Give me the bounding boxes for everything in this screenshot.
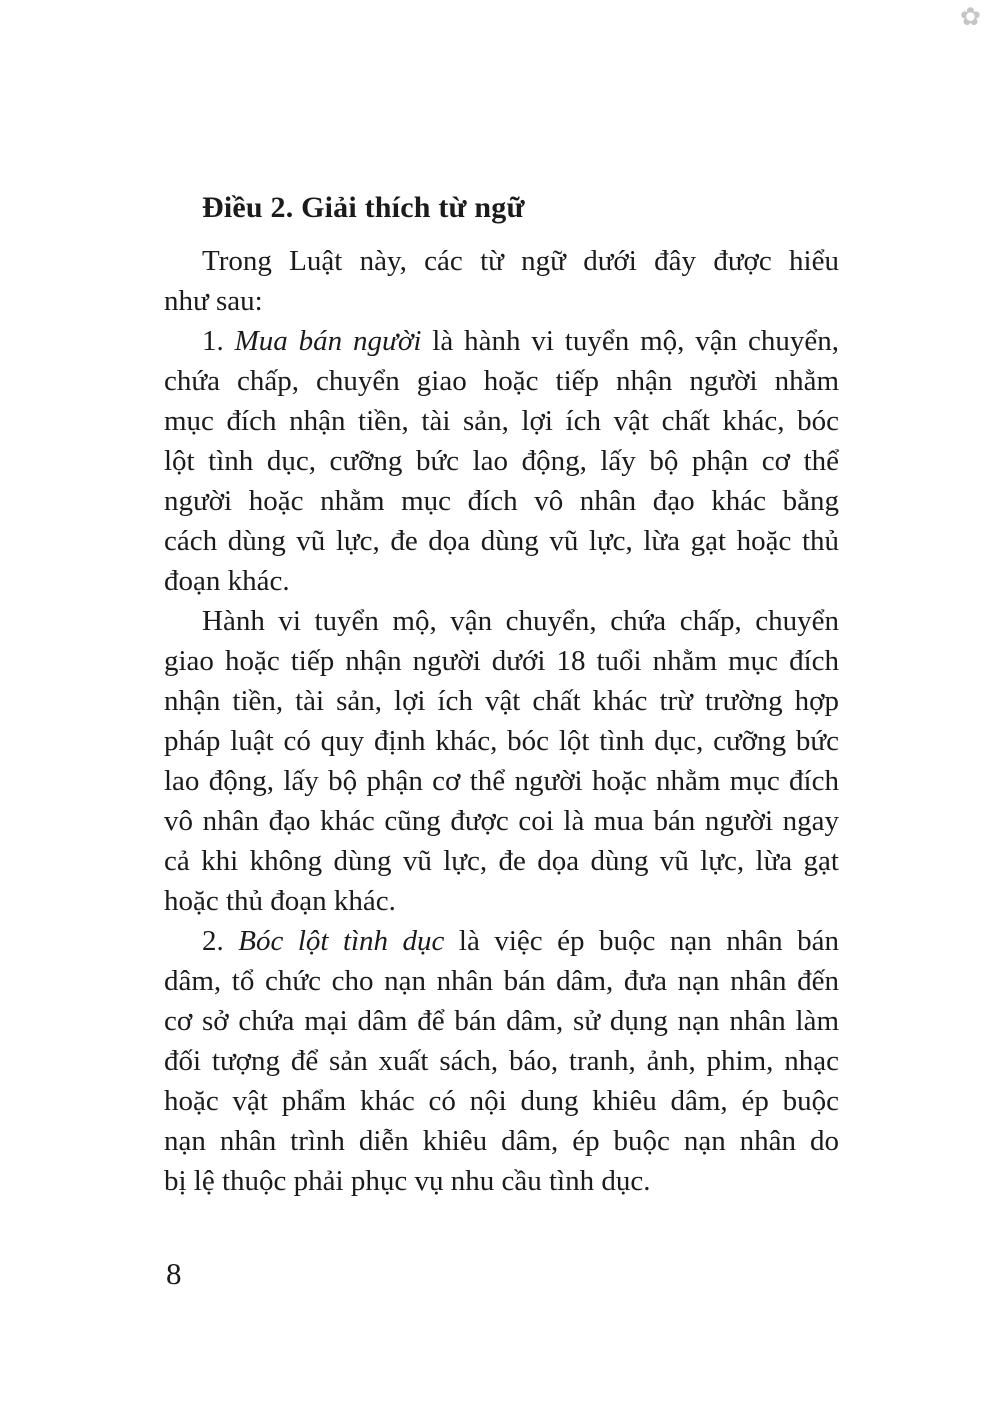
text-line	[164, 361, 839, 401]
text-segment: cả khi không dùng vũ lực, đe dọa dùng vũ lực, lừa gạt	[164, 845, 839, 877]
page-number: 8	[166, 1256, 182, 1291]
text-line	[164, 1161, 839, 1201]
text-segment: Trong Luật này, các từ ngữ dưới đây được hiểu	[202, 245, 839, 277]
text-line	[164, 921, 839, 961]
text-segment: cách dùng vũ lực, đe dọa dùng vũ lực, lừa gạt hoặc thủ	[164, 525, 839, 557]
text-line	[164, 561, 839, 601]
text-line	[164, 841, 839, 881]
text-segment: là hành vi tuyển mộ, vận chuyển,	[421, 325, 840, 357]
text-line	[164, 601, 839, 641]
text-segment: người hoặc nhằm mục đích vô nhân đạo khác bằng	[164, 485, 839, 517]
text-line	[164, 1121, 839, 1161]
text-segment: vô nhân đạo khác cũng được coi là mua bán người ngay	[164, 805, 839, 837]
article-heading: Điều 2. Giải thích từ ngữ	[202, 191, 525, 224]
text-segment: nhận tiền, tài sản, lợi ích vật chất khác trừ trường hợp	[164, 685, 839, 717]
text-segment: lột tình dục, cưỡng bức lao động, lấy bộ phận cơ thể	[164, 445, 839, 477]
flower-icon: ✿	[960, 4, 981, 31]
text-line	[164, 281, 839, 321]
text-line	[164, 481, 839, 521]
text-segment: bị lệ thuộc phải phục vụ nhu cầu tình dục.	[164, 1165, 651, 1197]
text-segment: 1.	[202, 325, 235, 357]
text-segment: là việc ép buộc nạn nhân bán	[444, 925, 840, 957]
text-line	[164, 1041, 839, 1081]
text-segment: nạn nhân trình diễn khiêu dâm, ép buộc nạn nhân do	[164, 1125, 839, 1157]
text-segment: mục đích nhận tiền, tài sản, lợi ích vật chất khác, bóc	[164, 405, 839, 437]
article-body	[164, 241, 839, 1201]
text-segment: lao động, lấy bộ phận cơ thể người hoặc nhằm mục đích	[164, 765, 839, 797]
text-line	[164, 241, 839, 281]
text-segment: đoạn khác.	[164, 565, 290, 597]
text-segment: 2.	[202, 925, 239, 957]
text-line	[164, 721, 839, 761]
text-line	[164, 521, 839, 561]
text-line	[164, 321, 839, 361]
defined-term: Mua bán người	[234, 325, 422, 357]
text-segment: pháp luật có quy định khác, bóc lột tình dục, cưỡng bức	[164, 725, 839, 757]
text-line	[164, 801, 839, 841]
text-segment: dâm, tổ chức cho nạn nhân bán dâm, đưa nạn nhân đến	[164, 965, 839, 997]
text-segment: cơ sở chứa mại dâm để bán dâm, sử dụng nạn nhân làm	[164, 1005, 839, 1037]
text-line	[164, 881, 839, 921]
text-segment: hoặc thủ đoạn khác.	[164, 885, 396, 917]
defined-term: Bóc lột tình dục	[238, 925, 445, 957]
text-line	[164, 441, 839, 481]
text-line	[164, 1001, 839, 1041]
text-segment: đối tượng để sản xuất sách, báo, tranh, ảnh, phim, nhạc	[164, 1045, 839, 1077]
text-line	[164, 641, 839, 681]
text-segment: chứa chấp, chuyển giao hoặc tiếp nhận người nhằm	[164, 365, 839, 397]
text-block	[164, 188, 839, 1201]
text-segment: hoặc vật phẩm khác có nội dung khiêu dâm, ép buộc	[164, 1085, 839, 1117]
text-line	[164, 1081, 839, 1121]
text-line	[164, 401, 839, 441]
text-segment: Hành vi tuyển mộ, vận chuyển, chứa chấp, chuyển	[202, 605, 839, 637]
text-line	[164, 681, 839, 721]
text-segment: như sau:	[164, 285, 263, 317]
text-line	[164, 961, 839, 1001]
text-segment: giao hoặc tiếp nhận người dưới 18 tuổi nhằm mục đích	[164, 645, 839, 677]
text-line	[164, 761, 839, 801]
